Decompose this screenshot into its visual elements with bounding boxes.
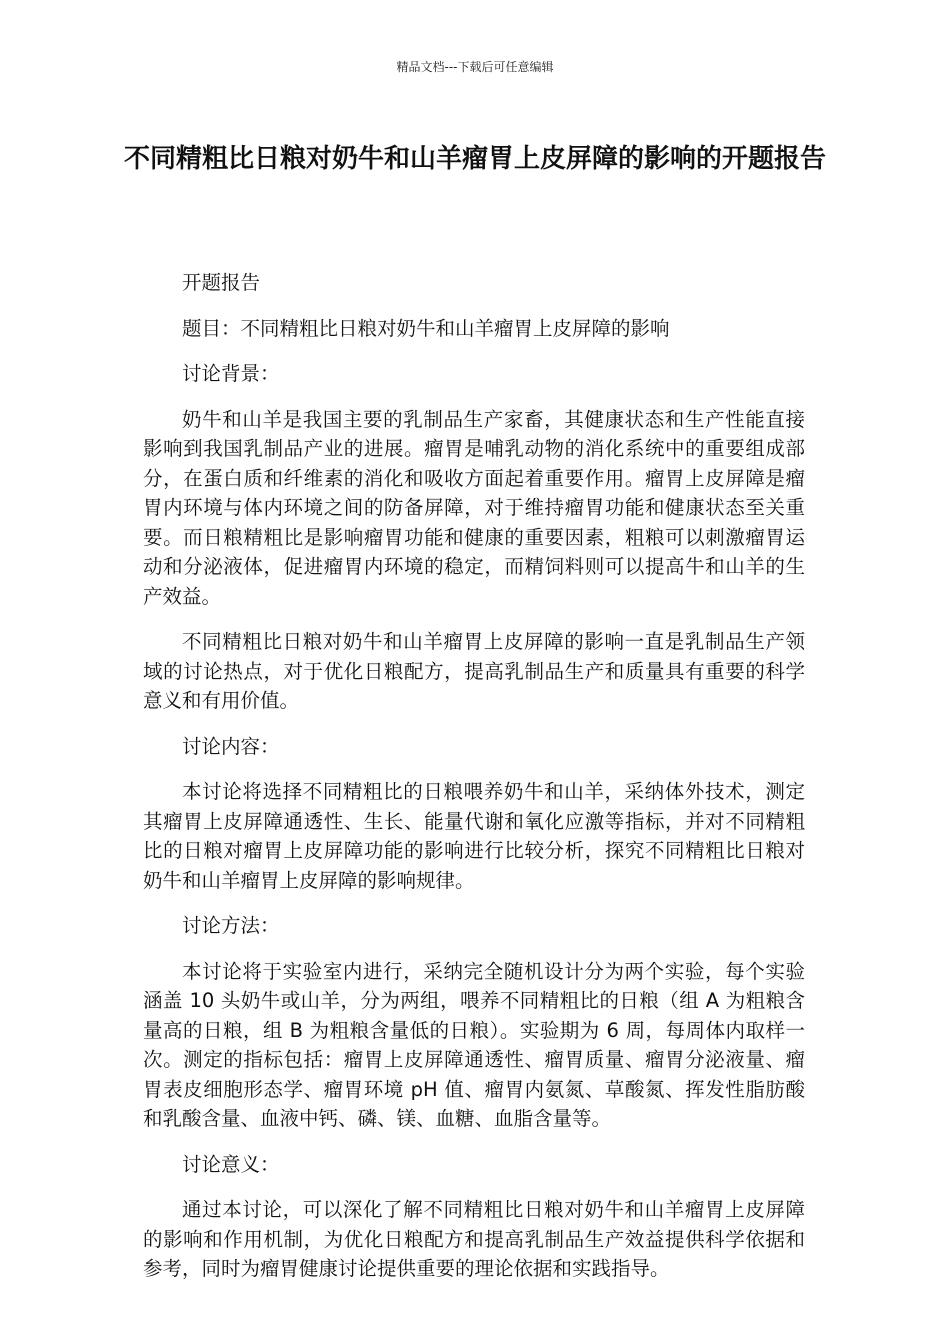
paragraph-background-1: 奶牛和山羊是我国主要的乳制品生产家畜，其健康状态和生产性能直接影响到我国乳制品产业的进展。瘤胃是哺乳动物的消化系统中的重要组成部分，在蛋白质和纤维素的消化和吸收方面起着重要作用。瘤胃上皮屏障是瘤胃内环境与体内环境之间的防备屏障，对于维持瘤胃功能和健康状态至关重要。而日粮精粗比是影响瘤胃功能和健康的重要因素，粗粮可以刺激瘤胃运动和分泌液体，促进瘤胃内环境的稳定，而精饲料则可以提高牛和山羊的生产效益。 [143, 407, 805, 608]
paragraph-significance: 通过本讨论，可以深化了解不同精粗比日粮对奶牛和山羊瘤胃上皮屏障的影响和作用机制，为优化日粮配方和提高乳制品生产效益提供科学依据和参考，同时为瘤胃健康讨论提供重要的理论依据和实践指导。 [143, 1198, 805, 1280]
paragraph-topic: 题目：不同精粗比日粮对奶牛和山羊瘤胃上皮屏障的影响 [182, 316, 670, 340]
header-note: 精品文档---下载后可任意编辑 [396, 60, 554, 74]
section-heading-content: 讨论内容： [182, 734, 280, 758]
paragraph-background-2: 不同精粗比日粮对奶牛和山羊瘤胃上皮屏障的影响一直是乳制品生产领域的讨论热点，对于优化日粮配方，提高乳制品生产和质量具有重要的科学意义和有用价值。 [143, 630, 805, 712]
paragraph-method: 本讨论将于实验室内进行，采纳完全随机设计分为两个实验，每个实验涵盖 10 头奶牛或山羊，分为两组，喂养不同精粗比的日粮（组 A 为粗粮含量高的日粮，组 B 为粗粮含量低的日粮）。实验期为 6 周，每周体内取样一次。测定的指标包括：瘤胃上皮屏障通透性、瘤胃质量、瘤胃分泌液量、瘤胃表皮细胞形态学、瘤胃环境 pH 值、瘤胃内氨氮、草酸氮、挥发性脂肪酸和乳酸含量、血液中钙、磷、镁、血糖、血脂含量等。 [143, 959, 805, 1130]
paragraph-report-label: 开题报告 [182, 271, 261, 294]
section-heading-significance: 讨论意义： [182, 1152, 280, 1176]
document-body [143, 268, 805, 1300]
paragraph-content: 本讨论将选择不同精粗比的日粮喂养奶牛和山羊，采纳体外技术，测定其瘤胃上皮屏障通透性、生长、能量代谢和氧化应激等指标，并对不同精粗比的日粮对瘤胃上皮屏障功能的影响进行比较分析，探究不同精粗比日粮对奶牛和山羊瘤胃上皮屏障的影响规律。 [143, 780, 805, 892]
section-heading-background: 讨论背景： [182, 362, 280, 385]
section-heading-method: 讨论方法： [182, 914, 280, 937]
document-title: 不同精粗比日粮对奶牛和山羊瘤胃上皮屏障的影响的开题报告 [123, 144, 826, 174]
